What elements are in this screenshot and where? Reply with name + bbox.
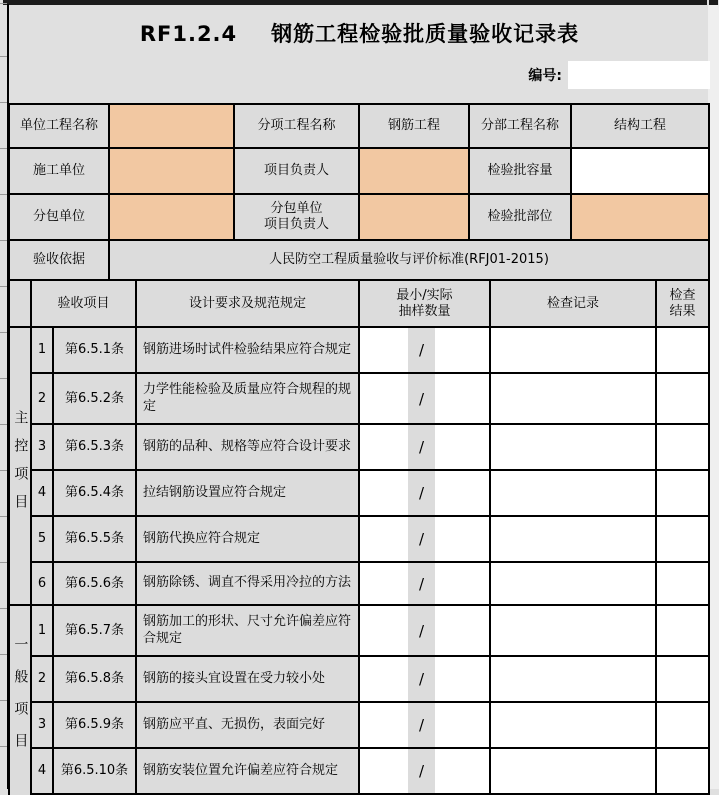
sheet-top-border: [3, 0, 707, 5]
sample-quantity-cell[interactable]: [360, 328, 491, 374]
item-number: 4: [32, 471, 54, 517]
item-requirement: 钢筋安装位置允许偏差应符合规定: [137, 749, 360, 795]
check-record-cell[interactable]: [491, 703, 657, 749]
check-result-cell[interactable]: [657, 606, 708, 657]
check-result-cell[interactable]: [657, 425, 708, 471]
check-result-cell[interactable]: [657, 749, 708, 795]
item-row: [32, 517, 708, 563]
item-number: 2: [32, 657, 54, 703]
col-header-record: 检查记录: [491, 281, 657, 328]
sample-slash: /: [408, 517, 435, 561]
info-label: 施工单位: [10, 149, 110, 195]
division-project-value: 结构工程: [572, 105, 708, 149]
item-clause: 第6.5.7条: [54, 606, 137, 657]
item-number: 1: [32, 328, 54, 374]
item-number: 4: [32, 749, 54, 795]
left-margin-row-ticks: [0, 0, 7, 789]
item-row: [32, 425, 708, 471]
page-title: [9, 18, 710, 48]
check-record-cell[interactable]: [491, 563, 657, 606]
inspection-items-table: [8, 279, 710, 795]
item-requirement: 钢筋代换应符合规定: [137, 517, 360, 563]
info-label: 检验批部位: [470, 195, 572, 241]
check-result-cell[interactable]: [657, 374, 708, 425]
item-clause: 第6.5.5条: [54, 517, 137, 563]
item-requirement: 拉结钢筋设置应符合规定: [137, 471, 360, 517]
sample-quantity-cell[interactable]: [360, 425, 491, 471]
section-label-main-control: 主控项目: [10, 328, 32, 606]
check-result-cell[interactable]: [657, 328, 708, 374]
check-record-cell[interactable]: [491, 749, 657, 795]
sample-quantity-cell[interactable]: [360, 563, 491, 606]
item-number: 3: [32, 425, 54, 471]
item-number: 5: [32, 517, 54, 563]
item-clause: 第6.5.1条: [54, 328, 137, 374]
item-row: [32, 563, 708, 606]
batch-location-cell[interactable]: [572, 195, 708, 241]
sample-quantity-cell[interactable]: [360, 703, 491, 749]
info-label: 项目负责人: [235, 149, 360, 195]
check-result-cell[interactable]: [657, 517, 708, 563]
project-info-table: [8, 103, 710, 281]
item-number: 6: [32, 563, 54, 606]
info-label: 分包单位: [10, 195, 110, 241]
check-result-cell[interactable]: [657, 703, 708, 749]
batch-capacity-cell[interactable]: [572, 149, 708, 195]
check-result-cell[interactable]: [657, 471, 708, 517]
sample-slash: /: [408, 606, 435, 655]
item-clause: 第6.5.3条: [54, 425, 137, 471]
check-result-cell[interactable]: [657, 657, 708, 703]
sample-slash: /: [408, 328, 435, 372]
general-items-section: [10, 606, 708, 795]
item-clause: 第6.5.8条: [54, 657, 137, 703]
main-control-section: [10, 328, 708, 606]
subcontractor-leader-cell[interactable]: [360, 195, 470, 241]
info-label: 分包单位 项目负责人: [235, 195, 360, 241]
item-requirement: 钢筋的品种、规格等应符合设计要求: [137, 425, 360, 471]
acceptance-basis-value: 人民防空工程质量验收与评价标准(RFJ01-2015): [110, 241, 708, 279]
sample-slash: /: [408, 374, 435, 423]
sample-slash: /: [408, 703, 435, 747]
item-row: [32, 703, 708, 749]
form-number-row: [9, 60, 710, 90]
info-label: 单位工程名称: [10, 105, 110, 149]
item-requirement: 力学性能检验及质量应符合规程的规定: [137, 374, 360, 425]
item-row: [32, 374, 708, 425]
group-header-cell: [10, 281, 32, 328]
item-number: 2: [32, 374, 54, 425]
item-requirement: 钢筋的接头宜设置在受力较小处: [137, 657, 360, 703]
item-clause: 第6.5.4条: [54, 471, 137, 517]
form-title-text: 钢筋工程检验批质量验收记录表: [271, 22, 580, 46]
subitem-project-value: 钢筋工程: [360, 105, 470, 149]
info-label: 检验批容量: [470, 149, 572, 195]
check-record-cell[interactable]: [491, 374, 657, 425]
check-result-cell[interactable]: [657, 563, 708, 606]
info-label: 分部工程名称: [470, 105, 572, 149]
check-record-cell[interactable]: [491, 328, 657, 374]
form-number-input[interactable]: [568, 61, 710, 89]
info-label: 分项工程名称: [235, 105, 360, 149]
sample-quantity-cell[interactable]: [360, 374, 491, 425]
check-record-cell[interactable]: [491, 425, 657, 471]
sample-slash: /: [408, 425, 435, 469]
item-row: [32, 471, 708, 517]
item-requirement: 钢筋应平直、无损伤，表面完好: [137, 703, 360, 749]
col-header-requirement: 设计要求及规范规定: [137, 281, 360, 328]
sample-slash: /: [408, 657, 435, 701]
construction-unit-cell[interactable]: [110, 149, 235, 195]
item-clause: 第6.5.9条: [54, 703, 137, 749]
sample-slash: /: [408, 563, 435, 604]
item-requirement: 钢筋除锈、调直不得采用冷拉的方法: [137, 563, 360, 606]
item-clause: 第6.5.10条: [54, 749, 137, 795]
item-requirement: 钢筋加工的形状、尺寸允许偏差应符合规定: [137, 606, 360, 657]
items-header-row: [10, 281, 708, 328]
item-number: 1: [32, 606, 54, 657]
item-row: [32, 657, 708, 703]
project-leader-cell[interactable]: [360, 149, 470, 195]
form-number-label: 编号:: [528, 68, 562, 84]
acceptance-basis-label: 验收依据: [10, 241, 110, 279]
col-header-project: 验收项目: [32, 281, 137, 328]
col-header-sample: 最小/实际 抽样数量: [360, 281, 491, 328]
check-record-cell[interactable]: [491, 517, 657, 563]
subcontractor-cell[interactable]: [110, 195, 235, 241]
item-row: [32, 606, 708, 657]
item-requirement: 钢筋进场时试件检验结果应符合规定: [137, 328, 360, 374]
sample-quantity-cell[interactable]: [360, 517, 491, 563]
section-label-general: 一般项目: [10, 606, 32, 795]
unit-project-name-cell[interactable]: [110, 105, 235, 149]
item-number: 3: [32, 703, 54, 749]
check-record-cell[interactable]: [491, 606, 657, 657]
sample-quantity-cell[interactable]: [360, 657, 491, 703]
item-clause: 第6.5.2条: [54, 374, 137, 425]
sample-quantity-cell[interactable]: [360, 606, 491, 657]
check-record-cell[interactable]: [491, 471, 657, 517]
item-row: [32, 328, 708, 374]
sample-slash: /: [408, 471, 435, 515]
item-row: [32, 749, 708, 795]
item-clause: 第6.5.6条: [54, 563, 137, 606]
sample-quantity-cell[interactable]: [360, 749, 491, 795]
sample-slash: /: [408, 749, 435, 793]
col-header-result: 检查 结果: [657, 281, 708, 328]
form-code: RF1.2.4: [139, 22, 238, 46]
check-record-cell[interactable]: [491, 657, 657, 703]
sample-quantity-cell[interactable]: [360, 471, 491, 517]
